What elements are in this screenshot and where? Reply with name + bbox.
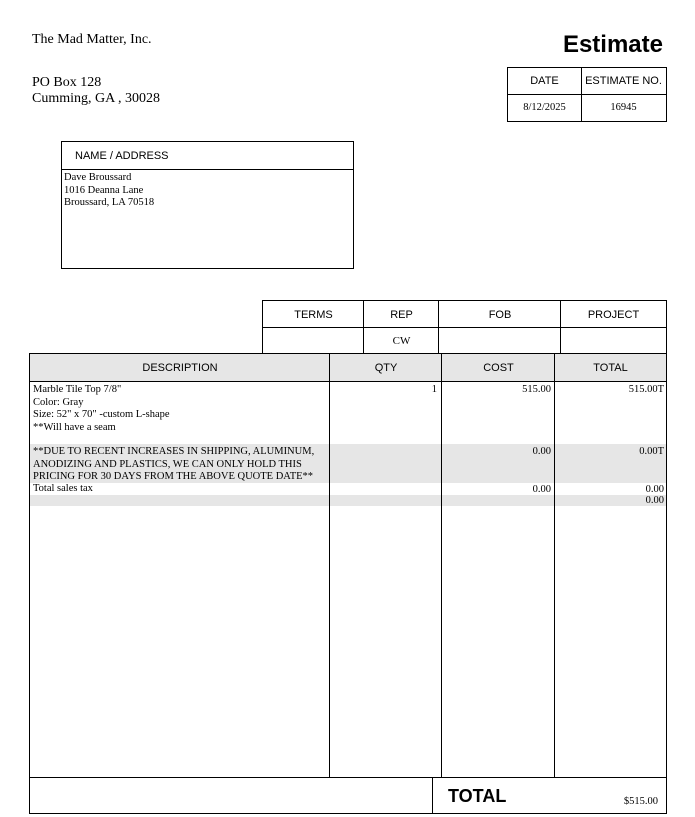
date-estimate-box xyxy=(507,67,667,122)
description-line: **Will have a seam xyxy=(33,421,116,433)
document-title: Estimate xyxy=(562,31,663,58)
row-cost: 515.00 xyxy=(522,384,551,395)
column-divider xyxy=(329,354,330,778)
qty-header: QTY xyxy=(374,362,398,374)
date-header: DATE xyxy=(508,68,581,95)
description-header: DESCRIPTION xyxy=(142,362,218,374)
total-header: TOTAL xyxy=(593,362,628,374)
total-label: TOTAL xyxy=(448,786,507,806)
terms-value xyxy=(263,328,364,354)
rep-header: REP xyxy=(364,301,439,328)
row-total: 515.00T xyxy=(628,384,664,395)
description-line: **DUE TO RECENT INCREASES IN SHIPPING, ALUMINUM, xyxy=(33,446,315,457)
column-divider xyxy=(441,354,442,778)
customer-line: 1016 Deanna Lane xyxy=(64,184,144,196)
rep-value: CW xyxy=(392,335,411,347)
estimate-date: 8/12/2025 xyxy=(523,102,566,113)
terms-header: TERMS xyxy=(263,301,364,328)
description-line: PRICING FOR 30 DAYS FROM THE ABOVE QUOTE DATE** xyxy=(33,471,314,482)
footer-total-box xyxy=(29,777,667,814)
customer-line: Dave Broussard xyxy=(64,172,132,183)
row-description xyxy=(33,384,329,434)
column-divider xyxy=(554,354,555,778)
cost-header: COST xyxy=(483,362,514,374)
description-line: Color: Gray xyxy=(33,396,84,408)
estimate-number: 16945 xyxy=(610,102,637,113)
project-header: PROJECT xyxy=(561,301,666,328)
terms-box xyxy=(262,300,667,354)
fob-value xyxy=(439,328,561,354)
name-address-box xyxy=(61,141,354,269)
row-description xyxy=(33,483,329,496)
description-line: Size: 52" x 70" -custom L-shape xyxy=(33,409,170,420)
estimate-number-header: ESTIMATE NO. xyxy=(581,68,666,95)
table-header-row xyxy=(30,354,666,382)
company-name: The Mad Matter, Inc. xyxy=(32,32,152,47)
name-address-header: NAME / ADDRESS xyxy=(62,142,353,170)
row-description xyxy=(33,446,329,484)
row-total: 0.00T xyxy=(639,446,664,457)
description-line: Total sales tax xyxy=(33,483,93,494)
footer-divider xyxy=(432,778,433,813)
row-total: 0.00 xyxy=(645,484,664,495)
fob-header: FOB xyxy=(439,301,561,328)
row-total: 0.00 xyxy=(645,495,664,506)
line-items-table xyxy=(29,353,667,778)
customer-line: Broussard, LA 70518 xyxy=(64,197,155,208)
description-line: Marble Tile Top 7/8" xyxy=(33,384,122,395)
description-line: ANODIZING AND PLASTICS, WE CAN ONLY HOLD THIS xyxy=(33,458,302,470)
project-value xyxy=(561,328,666,354)
row-cost: 0.00 xyxy=(532,484,551,495)
row-qty: 1 xyxy=(431,384,437,395)
total-value: $515.00 xyxy=(623,796,658,807)
company-address-line2: Cumming, GA , 30028 xyxy=(32,91,160,106)
company-address-line1: PO Box 128 xyxy=(32,75,102,90)
row-cost: 0.00 xyxy=(532,446,551,457)
